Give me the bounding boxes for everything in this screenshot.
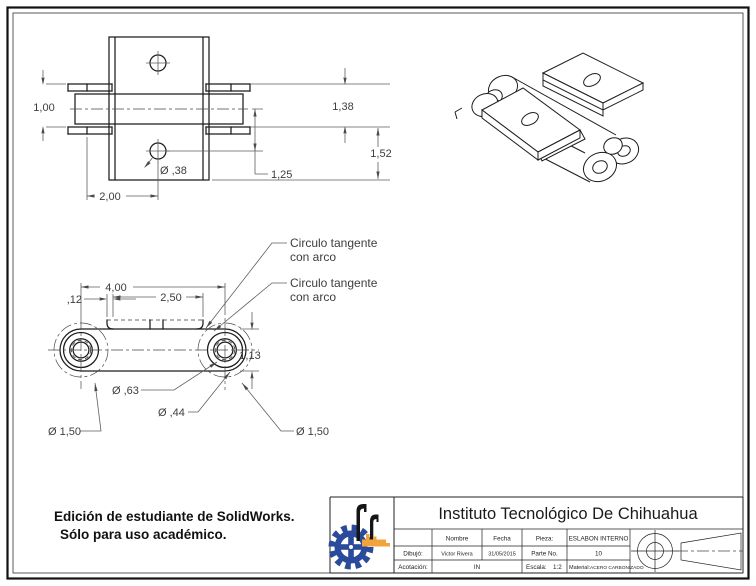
label-acotacion: Acotación: [398, 564, 428, 571]
dim-width-label: 2,00 [99, 191, 121, 203]
pieza-value: ESLABON INTERNO [568, 535, 629, 543]
dim-bushing-dia-label: Ø ,63 [112, 385, 139, 397]
acotacion-value: IN [473, 564, 481, 571]
label-parte: Parte No. [531, 550, 558, 558]
dim-right-arc-label: Ø 1,50 [296, 426, 330, 438]
dim-bar-height-label: 1,13 [239, 350, 261, 362]
col-fecha: Fecha [493, 535, 511, 543]
dim-overall2-label: 1,52 [370, 148, 392, 160]
note1-line1: Circulo tangente [290, 236, 378, 250]
institution-title: Instituto Tecnológico De Chihuahua [438, 505, 698, 523]
dim-overall1-label: 1,38 [332, 101, 354, 113]
label-material: Material: [569, 565, 591, 571]
watermark-line2: Sólo para uso académico. [60, 527, 227, 542]
note2-line2: con arco [290, 290, 337, 304]
label-pieza: Pieza: [535, 535, 554, 543]
dibujo-nombre: Victor Rivera [441, 551, 473, 558]
dim-notch-label: ,12 [66, 294, 82, 306]
dim-left-arc-label: Ø 1,50 [48, 426, 82, 438]
note1-line2: con arco [290, 250, 337, 264]
parte-value: 10 [594, 550, 603, 558]
dim-plate-height-label: 1,00 [33, 102, 55, 114]
escala-value: 1:2 [553, 564, 562, 571]
watermark-line1: Edición de estudiante de SolidWorks. [54, 509, 295, 524]
label-dibujo: Dibujó: [403, 550, 423, 558]
dim-tab-length-label: 2,50 [160, 292, 182, 304]
dim-hole-dia-label: Ø ,38 [160, 165, 187, 177]
dibujo-fecha: 31/05/2015 [488, 551, 516, 558]
dim-hole-offset-label: 1,25 [271, 169, 293, 181]
note2-line1: Circulo tangente [290, 276, 378, 290]
label-escala: Escala: [526, 564, 547, 571]
material-value: ACERO CARBONIZADO [590, 566, 644, 571]
col-nombre: Nombre [445, 535, 469, 543]
dim-pin-dia-label: Ø ,44 [158, 407, 185, 419]
dim-pitch-label: 4,00 [105, 282, 127, 294]
